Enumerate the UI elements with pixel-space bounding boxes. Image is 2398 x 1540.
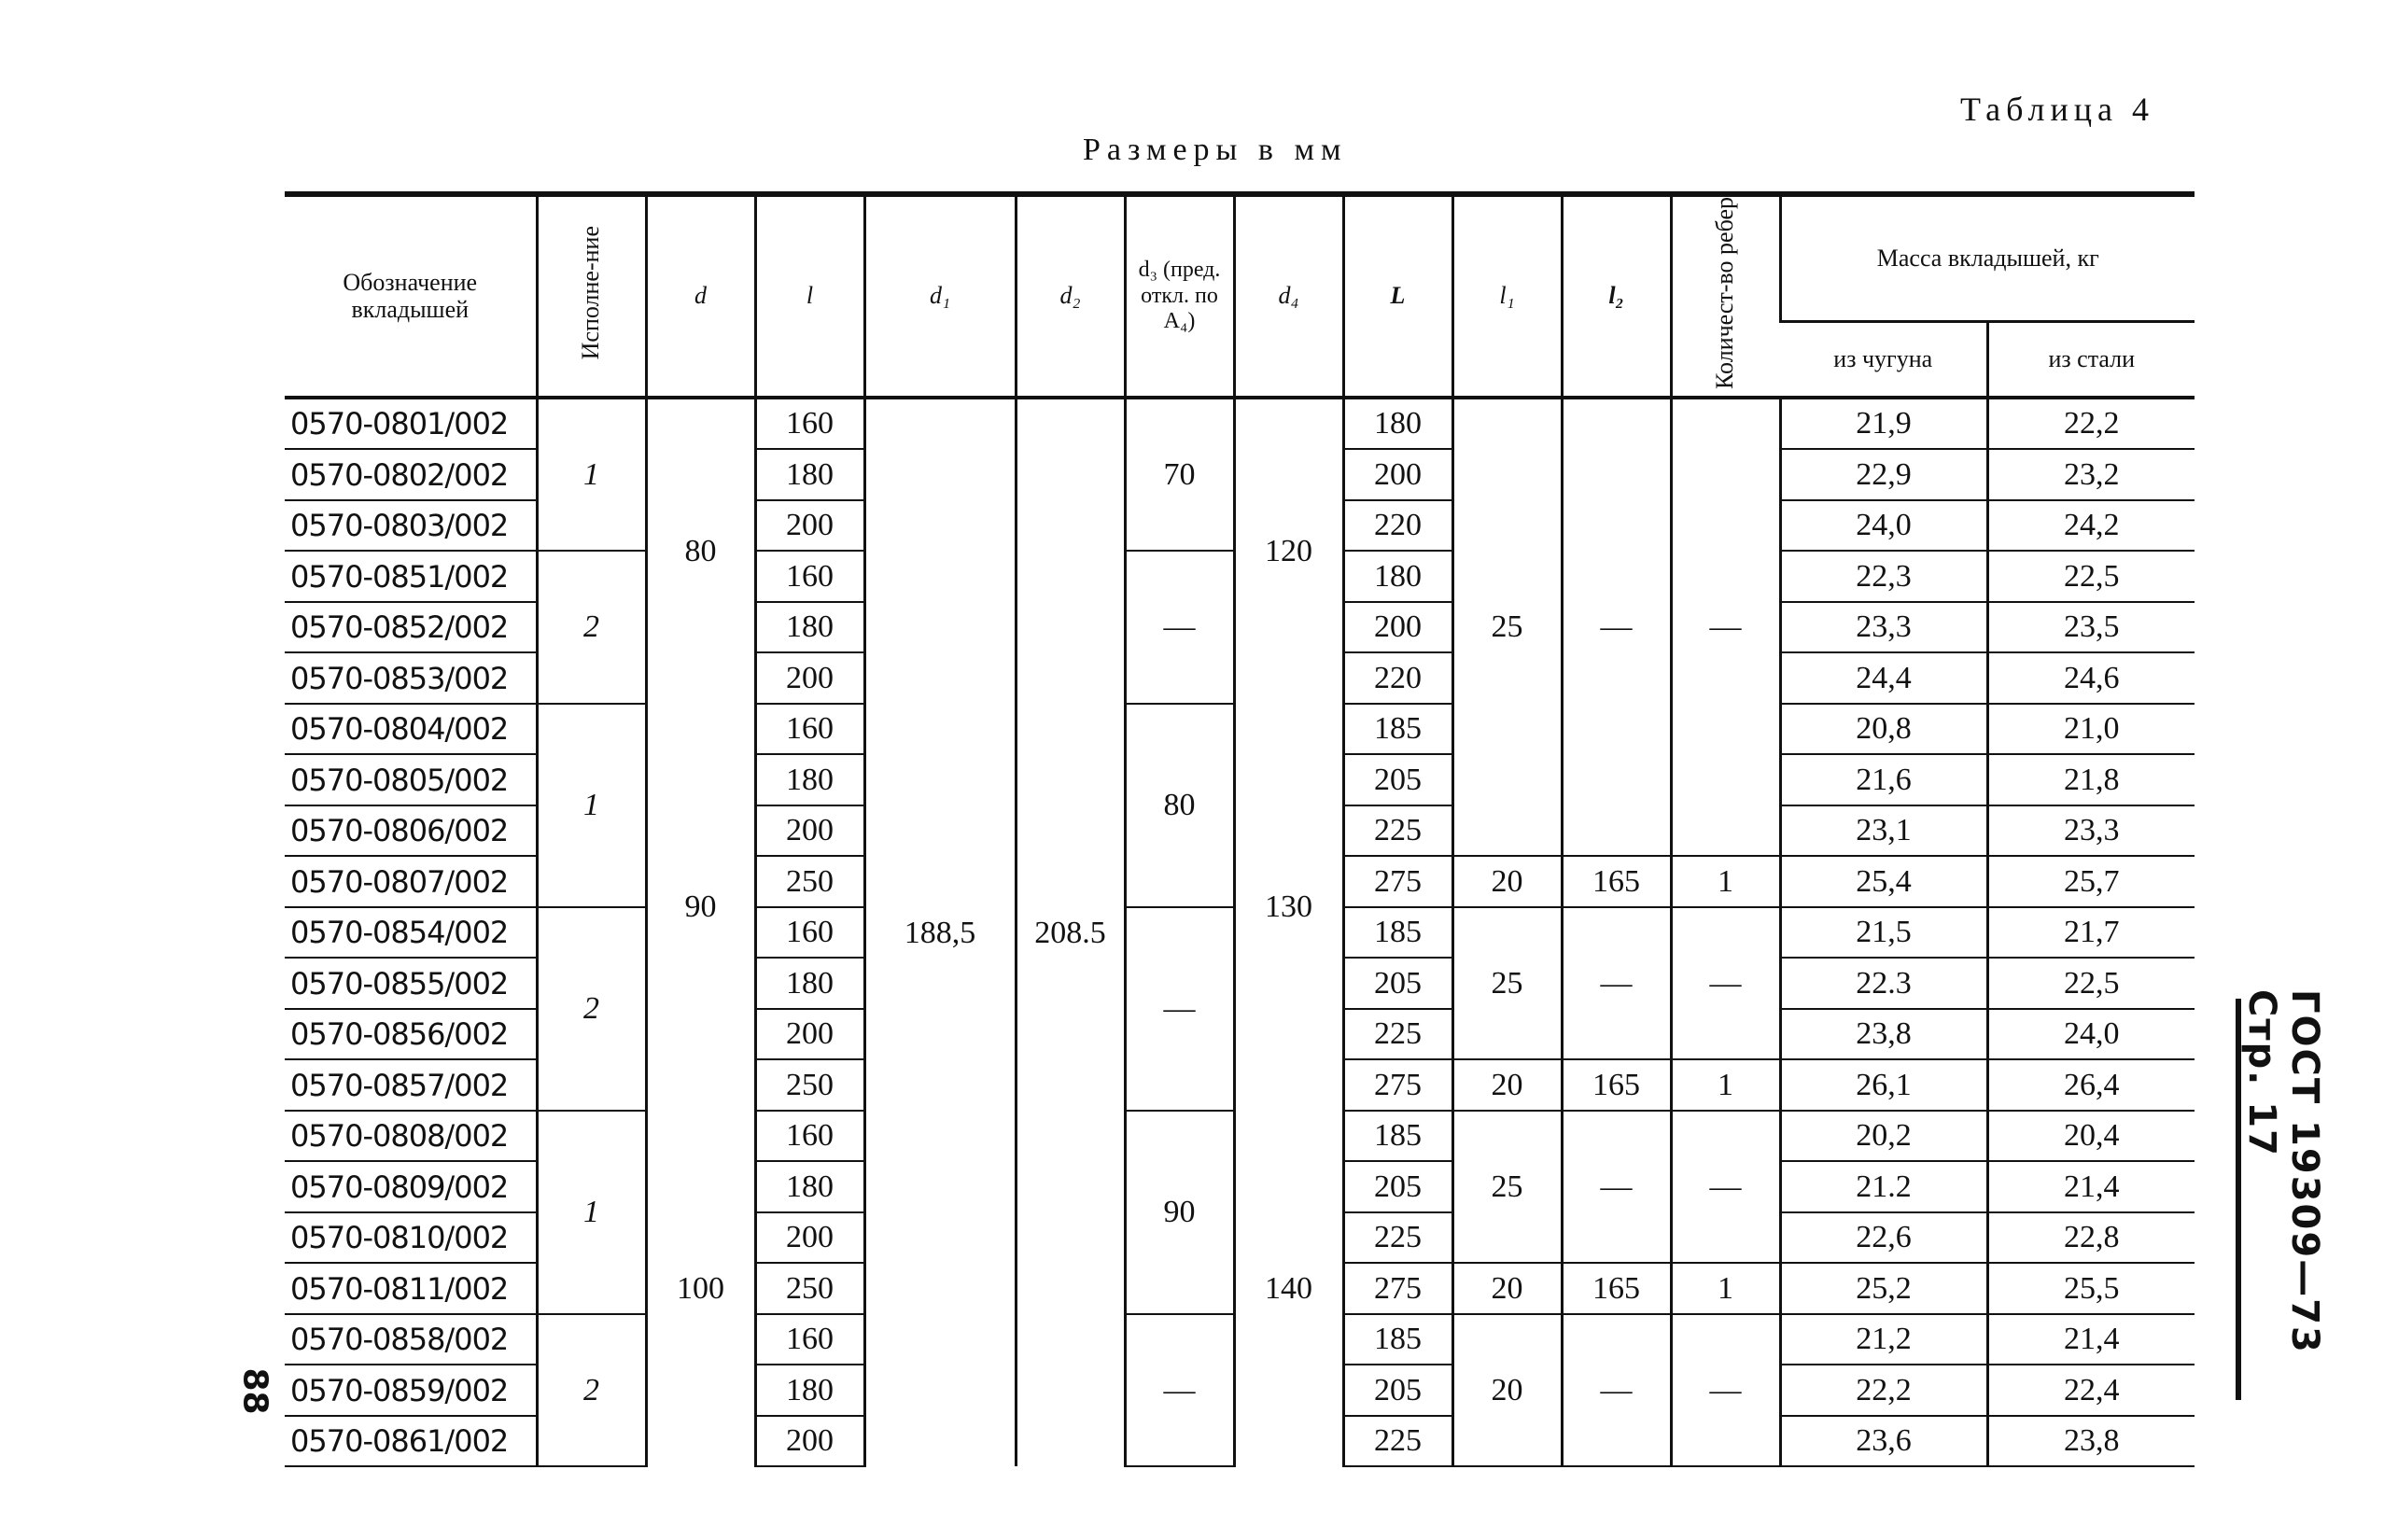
header-mass-steel: из стали: [1987, 321, 2195, 398]
designation-cell: 0570-0857/002: [285, 1059, 537, 1111]
l-cell: 180: [755, 1365, 864, 1416]
L-cell: 185: [1343, 1111, 1452, 1162]
l1-cell: 20: [1452, 1059, 1562, 1111]
designation-cell: 0570-0858/002: [285, 1314, 537, 1365]
l1-cell: 20: [1452, 1263, 1562, 1314]
d1-cell: 188,5: [864, 398, 1016, 1467]
l-cell: 250: [755, 856, 864, 907]
mass-steel-cell: 21,4: [1987, 1161, 2195, 1212]
l1-cell: 20: [1452, 1314, 1562, 1467]
mass-iron-cell: 26,1: [1780, 1059, 1987, 1111]
l2-cell: —: [1562, 398, 1671, 857]
header-d3: d₃ (пред. откл. по A₄): [1125, 194, 1234, 398]
designation-cell: 0570-0808/002: [285, 1111, 537, 1162]
ribs-cell: —: [1671, 1314, 1780, 1467]
mass-steel-cell: 22,4: [1987, 1365, 2195, 1416]
mass-steel-cell: 22,5: [1987, 551, 2195, 602]
designation-cell: 0570-0859/002: [285, 1365, 537, 1416]
mass-iron-cell: 22,9: [1780, 449, 1987, 500]
designation-cell: 0570-0809/002: [285, 1161, 537, 1212]
mass-steel-cell: 26,4: [1987, 1059, 2195, 1111]
l2-cell: —: [1562, 907, 1671, 1060]
l-cell: 200: [755, 1212, 864, 1264]
l-cell: 200: [755, 500, 864, 552]
d3-cell: —: [1125, 907, 1234, 1111]
mass-iron-cell: 21,9: [1780, 398, 1987, 450]
l1-cell: 25: [1452, 398, 1562, 857]
header-ribs: Количест-во ребер: [1671, 194, 1780, 398]
d-cell: 80: [646, 398, 755, 704]
l1-cell: 25: [1452, 907, 1562, 1060]
mass-iron-cell: 21.2: [1780, 1161, 1987, 1212]
side-note: ГОСТ 19309—73 Стр. 17: [2240, 989, 2326, 1354]
header-d2: d₂: [1016, 194, 1125, 398]
version-cell: 2: [537, 551, 646, 704]
header-version: Исполне-ние: [537, 194, 646, 398]
mass-iron-cell: 23,6: [1780, 1416, 1987, 1467]
dimensions-table: [285, 191, 2195, 1467]
d3-cell: 70: [1125, 398, 1234, 552]
mass-iron-cell: 25,2: [1780, 1263, 1987, 1314]
l-cell: 180: [755, 1161, 864, 1212]
designation-cell: 0570-0852/002: [285, 602, 537, 653]
designation-cell: 0570-0802/002: [285, 449, 537, 500]
L-cell: 185: [1343, 704, 1452, 755]
L-cell: 225: [1343, 1009, 1452, 1060]
l-cell: 160: [755, 907, 864, 959]
L-cell: 275: [1343, 1263, 1452, 1314]
mass-steel-cell: 25,7: [1987, 856, 2195, 907]
l-cell: 200: [755, 652, 864, 704]
d4-cell: 120: [1234, 398, 1343, 704]
designation-cell: 0570-0856/002: [285, 1009, 537, 1060]
table-row: [285, 398, 2195, 450]
l-cell: 160: [755, 1111, 864, 1162]
mass-steel-cell: 21,8: [1987, 754, 2195, 805]
mass-iron-cell: 21,5: [1780, 907, 1987, 959]
L-cell: 205: [1343, 958, 1452, 1009]
version-cell: 1: [537, 704, 646, 907]
designation-cell: 0570-0855/002: [285, 958, 537, 1009]
mass-iron-cell: 24,4: [1780, 652, 1987, 704]
l1-cell: 25: [1452, 1111, 1562, 1264]
mass-steel-cell: 22,5: [1987, 958, 2195, 1009]
designation-cell: 0570-0854/002: [285, 907, 537, 959]
L-cell: 275: [1343, 856, 1452, 907]
d3-cell: 90: [1125, 1111, 1234, 1314]
mass-steel-cell: 23,5: [1987, 602, 2195, 653]
mass-iron-cell: 22,3: [1780, 551, 1987, 602]
mass-iron-cell: 20,2: [1780, 1111, 1987, 1162]
l-cell: 200: [755, 1416, 864, 1467]
L-cell: 220: [1343, 500, 1452, 552]
d-cell: 90: [646, 704, 755, 1111]
L-cell: 225: [1343, 805, 1452, 857]
L-cell: 185: [1343, 1314, 1452, 1365]
header-mass: Масса вкладышей, кг: [1780, 194, 2195, 321]
mass-iron-cell: 24,0: [1780, 500, 1987, 552]
header-L: L: [1343, 194, 1452, 398]
mass-steel-cell: 23,3: [1987, 805, 2195, 857]
mass-iron-cell: 22.3: [1780, 958, 1987, 1009]
header-designation: Обозначение вкладышей: [285, 194, 537, 398]
d2-cell: 208.5: [1016, 398, 1125, 1467]
mass-steel-cell: 24,6: [1987, 652, 2195, 704]
header-l2: l₂: [1562, 194, 1671, 398]
table-row: [285, 704, 2195, 755]
l-cell: 180: [755, 754, 864, 805]
L-cell: 185: [1343, 907, 1452, 959]
designation-cell: 0570-0853/002: [285, 652, 537, 704]
L-cell: 205: [1343, 1161, 1452, 1212]
designation-cell: 0570-0805/002: [285, 754, 537, 805]
designation-cell: 0570-0811/002: [285, 1263, 537, 1314]
L-cell: 225: [1343, 1416, 1452, 1467]
version-cell: 2: [537, 1314, 646, 1467]
d4-cell: 130: [1234, 704, 1343, 1111]
l-cell: 200: [755, 1009, 864, 1060]
mass-steel-cell: 23,2: [1987, 449, 2195, 500]
mass-steel-cell: 21,4: [1987, 1314, 2195, 1365]
designation-cell: 0570-0810/002: [285, 1212, 537, 1264]
mass-iron-cell: 23,1: [1780, 805, 1987, 857]
l1-cell: 20: [1452, 856, 1562, 907]
mass-iron-cell: 22,6: [1780, 1212, 1987, 1264]
ribs-cell: —: [1671, 398, 1780, 857]
l2-cell: 165: [1562, 1263, 1671, 1314]
d3-cell: —: [1125, 551, 1234, 704]
designation-cell: 0570-0804/002: [285, 704, 537, 755]
l-cell: 250: [755, 1059, 864, 1111]
mass-steel-cell: 25,5: [1987, 1263, 2195, 1314]
mass-iron-cell: 21,6: [1780, 754, 1987, 805]
l-cell: 160: [755, 398, 864, 450]
L-cell: 275: [1343, 1059, 1452, 1111]
ribs-cell: 1: [1671, 856, 1780, 907]
designation-cell: 0570-0807/002: [285, 856, 537, 907]
L-cell: 225: [1343, 1212, 1452, 1264]
l-cell: 180: [755, 449, 864, 500]
L-cell: 180: [1343, 398, 1452, 450]
mass-iron-cell: 20,8: [1780, 704, 1987, 755]
page-number: 88: [235, 1367, 274, 1415]
version-cell: 2: [537, 907, 646, 1111]
d4-cell: 140: [1234, 1111, 1343, 1467]
mass-steel-cell: 22,8: [1987, 1212, 2195, 1264]
l-cell: 160: [755, 551, 864, 602]
mass-steel-cell: 22,2: [1987, 398, 2195, 450]
designation-cell: 0570-0801/002: [285, 398, 537, 450]
header-mass-iron: из чугуна: [1780, 321, 1987, 398]
mass-iron-cell: 25,4: [1780, 856, 1987, 907]
l-cell: 180: [755, 602, 864, 653]
l2-cell: —: [1562, 1111, 1671, 1264]
L-cell: 180: [1343, 551, 1452, 602]
l-cell: 160: [755, 1314, 864, 1365]
L-cell: 200: [1343, 602, 1452, 653]
ribs-cell: —: [1671, 1111, 1780, 1264]
header-l: l: [755, 194, 864, 398]
ribs-cell: 1: [1671, 1059, 1780, 1111]
ribs-cell: 1: [1671, 1263, 1780, 1314]
mass-iron-cell: 23,8: [1780, 1009, 1987, 1060]
header-d4: d₄: [1234, 194, 1343, 398]
mass-steel-cell: 21,7: [1987, 907, 2195, 959]
l-cell: 180: [755, 958, 864, 1009]
L-cell: 200: [1343, 449, 1452, 500]
mass-steel-cell: 20,4: [1987, 1111, 2195, 1162]
units-caption: Размеры в мм: [1083, 133, 1348, 167]
d-cell: 100: [646, 1111, 755, 1467]
l-cell: 200: [755, 805, 864, 857]
header-d1: d₁: [864, 194, 1016, 398]
mass-iron-cell: 21,2: [1780, 1314, 1987, 1365]
mass-steel-cell: 24,0: [1987, 1009, 2195, 1060]
designation-cell: 0570-0806/002: [285, 805, 537, 857]
mass-steel-cell: 23,8: [1987, 1416, 2195, 1467]
l2-cell: —: [1562, 1314, 1671, 1467]
L-cell: 205: [1343, 1365, 1452, 1416]
table-row: [285, 1111, 2195, 1162]
l-cell: 250: [755, 1263, 864, 1314]
L-cell: 205: [1343, 754, 1452, 805]
mass-steel-cell: 24,2: [1987, 500, 2195, 552]
version-cell: 1: [537, 398, 646, 552]
header-d: d: [646, 194, 755, 398]
l2-cell: 165: [1562, 856, 1671, 907]
mass-steel-cell: 21,0: [1987, 704, 2195, 755]
designation-cell: 0570-0861/002: [285, 1416, 537, 1467]
l-cell: 160: [755, 704, 864, 755]
l2-cell: 165: [1562, 1059, 1671, 1111]
designation-cell: 0570-0803/002: [285, 500, 537, 552]
d3-cell: —: [1125, 1314, 1234, 1467]
ribs-cell: —: [1671, 907, 1780, 1060]
designation-cell: 0570-0851/002: [285, 551, 537, 602]
mass-iron-cell: 22,2: [1780, 1365, 1987, 1416]
table-title: Таблица 4: [1960, 91, 2154, 128]
L-cell: 220: [1343, 652, 1452, 704]
mass-iron-cell: 23,3: [1780, 602, 1987, 653]
header-l1: l₁: [1452, 194, 1562, 398]
d3-cell: 80: [1125, 704, 1234, 907]
version-cell: 1: [537, 1111, 646, 1314]
